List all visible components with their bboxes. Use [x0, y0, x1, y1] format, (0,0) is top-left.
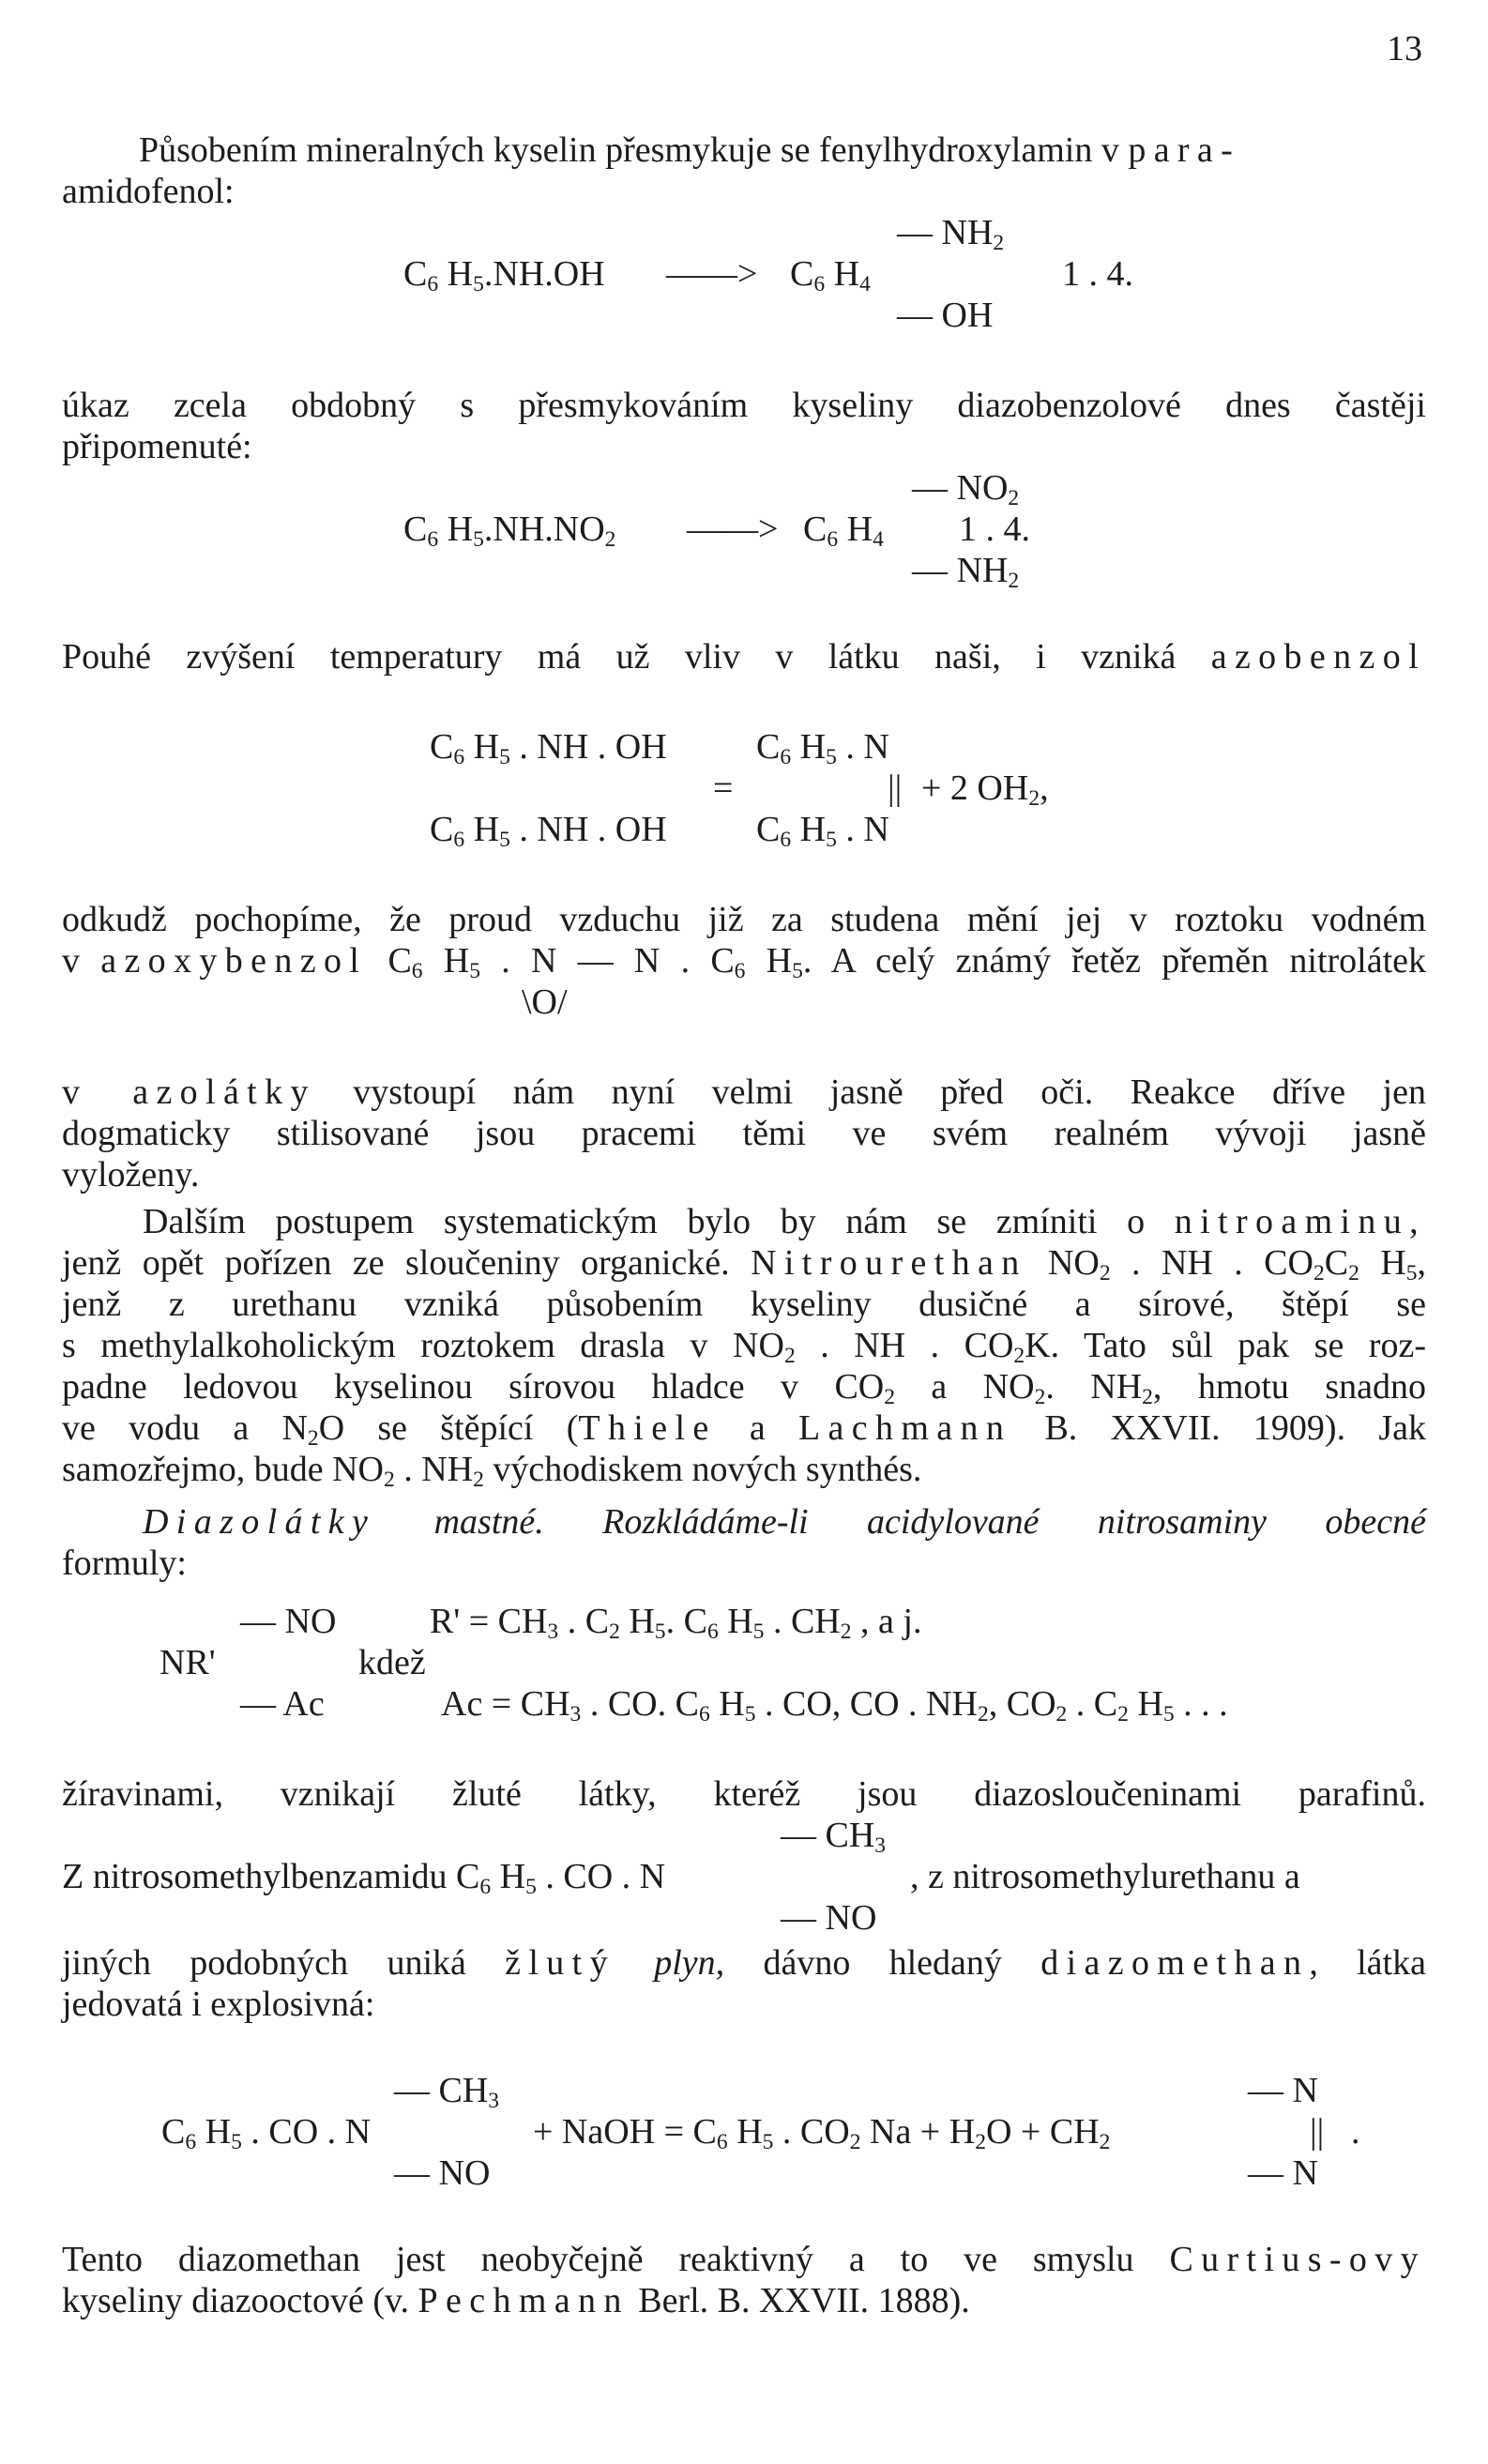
- eq4-r-def: $R' = CH_3$ . $C_2$ $H_5$. $C_6$ $H_5$ . $CH_2$ , a j.: [430, 1602, 922, 1644]
- eq3-double-bond: ||: [888, 768, 903, 808]
- p2-line2: připomenuté:: [62, 427, 252, 466]
- eq3-left-1: $C_6$ $H_5$ . NH . OH: [430, 727, 667, 769]
- eq2-position: 1 . 4.: [959, 510, 1030, 549]
- p7-term-diazolatky: Diazolátky: [143, 1502, 376, 1542]
- eq4-ac-def: $Ac = CH_3$ . CO. $C_6$ $H_5$ . CO, CO . $NH_2$, $CO_2$ . $C_2$ $H_5$ . . .: [441, 1684, 1228, 1726]
- eq1-rhs: $C_6$ $H_4$: [790, 254, 871, 297]
- p6-line1: Dalším postupem systematickým bylo by nám se zmíniti o nitroaminu,: [143, 1202, 1426, 1241]
- eq3-right-2: $C_6$ $H_5$ . N: [756, 810, 889, 852]
- p6-line5: padne ledovou kyselinou sírovou hladce v $CO_2$ a $NO_2$. $NH_2$, hmotu snadno: [62, 1367, 1426, 1409]
- page-number: 13: [1387, 29, 1422, 68]
- eq5-double-bond: ||: [1310, 2112, 1325, 2152]
- p1-line2: amidofenol:: [62, 172, 235, 211]
- p4-term-azoxybenzol: azoxybenzol: [100, 941, 368, 981]
- p5-line1: v azolátky vystoupí nám nyní velmi jasně před oči. Reakce dříve jen: [62, 1072, 1426, 1112]
- p8-no: — NO: [781, 1898, 877, 1938]
- p1-term-para: para-: [1128, 130, 1241, 170]
- p5-line3: vyloženy.: [62, 1155, 200, 1194]
- p5-line2: dogmaticky stilisované jsou pracemi těmi ve svém realném vývoji jasně: [62, 1114, 1426, 1153]
- p8-term-zluty: žlutý: [505, 1943, 615, 1983]
- p4-oxygen-bridge: \O/: [522, 982, 568, 1022]
- eq1-lhs: $C_6$ $H_5.NH.OH$: [403, 254, 605, 297]
- p6-line2: jenž opět pořízen ze sloučeniny organické. Nitrourethan $NO_2$ . NH . $CO_2C_2$ $H_5$,: [62, 1243, 1426, 1285]
- p8-term-diazomethan: diazomethan: [1040, 1943, 1310, 1983]
- p3-term-azobenzol: azobenzol: [1210, 637, 1426, 677]
- eq5-top-ch3: — $CH_3$: [394, 2071, 500, 2113]
- eq5-bottom-no: — NO: [394, 2153, 491, 2193]
- eq5-rhs: + NaOH = $C_6$ $H_5$ . $CO_2$ $Na + H_2O + CH_2$: [533, 2112, 1111, 2154]
- p7-line1: Diazolátky mastné. Rozkládáme-li acidylované nitrosaminy obecné: [143, 1502, 1426, 1542]
- eq2-arrow: ——>: [687, 510, 779, 549]
- p8-line2-left: Z nitrosomethylbenzamidu $C_6$ $H_5$ . CO . N: [62, 1857, 666, 1899]
- eq1-top: — $NH_2$: [897, 213, 1005, 255]
- eq4-bottom: — Ac: [240, 1684, 325, 1724]
- eq5-top-n: — N: [1248, 2071, 1318, 2110]
- p8-line3: jiných podobných uniká žlutý plyn, dávno hledaný diazomethan, látka: [62, 1943, 1426, 1983]
- p6-author-thiele: Thiele: [578, 1408, 717, 1448]
- p9-author-pechmann: Pechmann: [418, 2281, 630, 2320]
- eq3-left-2: $C_6$ $H_5$ . NH . OH: [430, 810, 667, 852]
- eq1-arrow: ——>: [666, 254, 758, 294]
- eq4-mid: NR': [159, 1643, 216, 1682]
- eq5-bottom-n: — N: [1248, 2153, 1318, 2193]
- p8-line1: žíravinami, vznikají žluté látky, kteréž jsou diazosloučeninami parafinů.: [62, 1774, 1426, 1814]
- p4-line1: odkudž pochopíme, že proud vzduchu již za studena mění jej v roztoku vodném: [62, 900, 1426, 939]
- p6-line4: s methylalkoholickým roztokem drasla v $NO_2$ . NH . $CO_2K$. Tato sůl pak se roz-: [62, 1326, 1426, 1368]
- eq1-position: 1 . 4.: [1062, 254, 1133, 294]
- p6-line3: jenž z urethanu vzniká působením kyseliny dusičné a sírové, štěpí se: [62, 1285, 1426, 1324]
- p8-ch3: — $CH_3$: [781, 1816, 887, 1858]
- p1-line1: Působením mineralných kyselin přesmykuje se fenylhydroxylamin v: [139, 130, 1129, 170]
- p8-line2-right: , z nitrosomethylurethanu a: [910, 1857, 1300, 1896]
- eq2-rhs: $C_6$ $H_4$: [803, 510, 884, 552]
- eq2-bottom: — $NH_2$: [912, 551, 1020, 593]
- paragraph-1: [139, 129, 1426, 171]
- p9-line1: Tento diazomethan jest neobyčejně reaktivný a to ve smyslu Curtius-ovy: [62, 2240, 1426, 2279]
- eq2-lhs: $C_6$ $H_5.NH.NO_2$: [403, 510, 616, 552]
- p7-line2: formuly:: [62, 1544, 187, 1583]
- p8-line4: jedovatá i explosivná:: [62, 1985, 375, 2024]
- p6-line7: samozřejmo, bude $NO_2$ . $NH_2$ východiskem nových synthés.: [62, 1450, 922, 1492]
- eq2-top: — $NO_2$: [912, 468, 1020, 510]
- p4-line2: v azoxybenzol $C_6$ $H_5$ . N — N . $C_6$ $H_5$. A celý známý řetěz přeměn nitrolátek: [62, 941, 1427, 983]
- p9-line2: kyseliny diazooctové (v. Pechmann Berl. B. XXVII. 1888).: [62, 2281, 970, 2320]
- p2-line1: úkaz zcela obdobný s přesmykováním kyseliny diazobenzolové dnes častěji: [62, 386, 1426, 425]
- eq4-kdez: kdež: [358, 1643, 426, 1682]
- p6-line6: ve vodu a $N_2O$ se štěpící (Thiele a Lachmann B. XXVII. 1909). Jak: [62, 1408, 1426, 1451]
- p3-line: Pouhé zvýšení temperatury má už vliv v látku naši, i vzniká azobenzol: [62, 637, 1426, 677]
- p5-term-azolatky: v azolátky: [62, 1072, 316, 1112]
- eq3-equals: =: [713, 768, 734, 808]
- eq3-plus-water: + 2 $OH_2$,: [921, 768, 1049, 811]
- p8-italic-plyn: plyn,: [615, 1943, 725, 1983]
- p6-term-nitrourethan: Nitrourethan: [751, 1243, 1027, 1283]
- eq5-period: .: [1351, 2112, 1360, 2152]
- eq4-top: — NO: [240, 1602, 337, 1641]
- eq3-right-1: $C_6$ $H_5$ . N: [756, 727, 889, 769]
- eq1-bottom: — OH: [897, 296, 994, 335]
- p6-term-nitroaminu: nitroaminu,: [1174, 1202, 1426, 1241]
- p9-author-curtius: Curtius-ovy: [1169, 2240, 1426, 2279]
- p6-author-lachmann: Lachmann: [797, 1408, 1012, 1448]
- eq5-lhs: $C_6$ $H_5$ . CO . N: [161, 2112, 372, 2154]
